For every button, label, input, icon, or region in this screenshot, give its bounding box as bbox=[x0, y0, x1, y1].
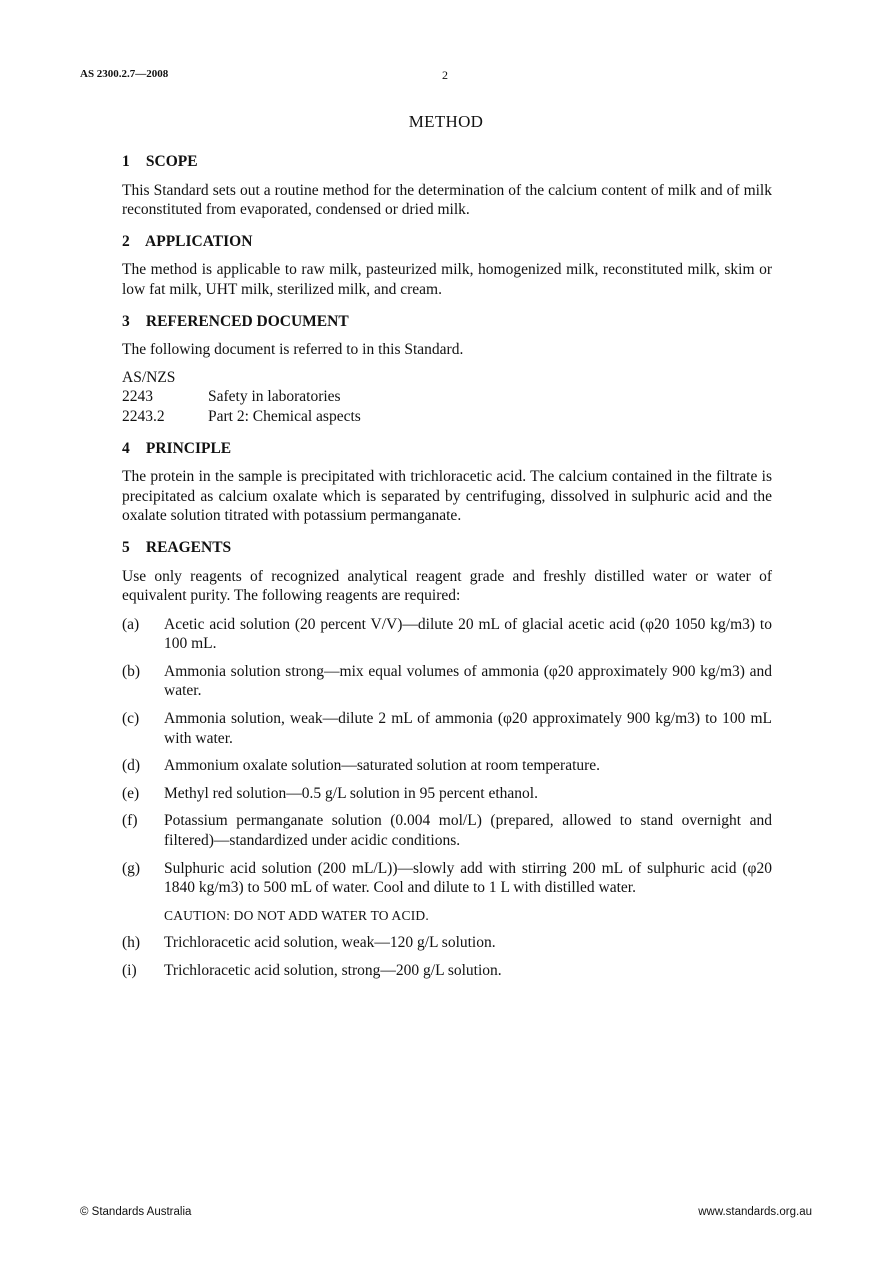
reagent-letter: (g) bbox=[122, 859, 141, 877]
reagent-item bbox=[122, 933, 772, 953]
section-title: APPLICATION bbox=[145, 232, 253, 250]
section-title: PRINCIPLE bbox=[145, 439, 232, 457]
reagent-letter: (b) bbox=[122, 662, 141, 680]
reagent-text: Methyl red solution—0.5 g/L solution in 95 percent ethanol. bbox=[164, 784, 538, 802]
document-id: AS 2300.2.7—2008 bbox=[80, 68, 169, 80]
section-heading bbox=[122, 232, 772, 252]
page-header bbox=[80, 68, 812, 84]
section-number: 5 bbox=[122, 538, 130, 556]
section-text: The following document is referred to in this Standard. bbox=[122, 341, 464, 359]
reagent-item bbox=[122, 709, 772, 748]
section-reagents bbox=[122, 538, 772, 981]
section-text: The method is applicable to raw milk, pasteurized milk, homogenized milk, reconstituted milk, skim or low fat milk, UHT milk, sterilized milk, and cream. bbox=[122, 261, 772, 298]
page-number: 2 bbox=[442, 68, 448, 82]
reagent-letter: (f) bbox=[122, 812, 138, 830]
reagent-item bbox=[122, 662, 772, 701]
reagent-item bbox=[122, 756, 772, 776]
reference-item bbox=[122, 407, 772, 427]
reagent-text: Ammonium oxalate solution—saturated solution at room temperature. bbox=[164, 757, 601, 775]
section-number: 4 bbox=[122, 439, 130, 457]
reagent-text: Potassium permanganate solution (0.004 mol/L) (prepared, allowed to stand overnight and filtered)—standardized under acidic conditions. bbox=[164, 812, 772, 850]
reference-series: AS/NZS bbox=[122, 368, 176, 386]
page-title: METHOD bbox=[408, 112, 484, 131]
website-link[interactable]: www.standards.org.au bbox=[698, 1206, 812, 1218]
reference-title: Safety in laboratories bbox=[208, 388, 341, 406]
section-scope bbox=[122, 152, 772, 220]
section-title: REAGENTS bbox=[145, 538, 232, 556]
reference-item bbox=[122, 387, 772, 407]
reagent-item bbox=[122, 961, 772, 981]
reagent-list bbox=[122, 615, 772, 981]
reagent-item bbox=[122, 859, 772, 898]
reagent-letter: (d) bbox=[122, 757, 141, 775]
reagent-letter: (h) bbox=[122, 934, 141, 952]
reagent-item bbox=[122, 615, 772, 654]
reagent-text: Trichloracetic acid solution, strong—200 g/L solution. bbox=[164, 962, 502, 979]
section-heading bbox=[122, 538, 772, 558]
reference-list bbox=[122, 368, 772, 427]
reference-number: 2243 bbox=[122, 388, 153, 406]
reagent-text: Acetic acid solution (20 percent V/V)—dilute 20 mL of glacial acetic acid (φ20 1050 kg/m3) to 100 mL. bbox=[164, 615, 772, 653]
section-application bbox=[122, 232, 772, 300]
section-heading bbox=[122, 152, 772, 172]
section-number: 3 bbox=[122, 312, 130, 330]
reagent-text: Ammonia solution, weak—dilute 2 mL of ammonia (φ20 approximately 900 kg/m3) to 100 mL with water. bbox=[164, 710, 772, 747]
reagent-letter: (i) bbox=[122, 962, 137, 979]
section-text: Use only reagents of recognized analytical reagent grade and freshly distilled water or water of equivalent purity. The following reagents are required: bbox=[122, 567, 772, 605]
copyright-notice: © Standards Australia bbox=[80, 1206, 192, 1218]
reagent-item bbox=[122, 784, 772, 804]
section-referenced-document bbox=[122, 312, 772, 427]
section-number: 1 bbox=[122, 153, 130, 170]
reagent-text: Sulphuric acid solution (200 mL/L))—slowly add with stirring 200 mL of sulphuric acid (φ20 1840 kg/m3) to 500 mL of water. Cool and dilute to 1 L with distilled water. bbox=[164, 859, 772, 897]
reference-title: Part 2: Chemical aspects bbox=[208, 407, 361, 425]
section-text: The protein in the sample is precipitated with trichloracetic acid. The calcium contained in the filtrate is precipitated as calcium oxalate which is separated by centrifuging, dissolved in sulphuric acid and the oxalate solution titrated with potassium permanganate. bbox=[122, 468, 772, 525]
reagent-letter: (a) bbox=[122, 615, 140, 633]
caution-note: CAUTION: DO NOT ADD WATER TO ACID. bbox=[164, 907, 429, 923]
section-text: This Standard sets out a routine method for the determination of the calcium content of milk and of milk reconstituted from evaporated, condensed or dried milk. bbox=[122, 181, 772, 219]
reagent-item bbox=[122, 811, 772, 850]
reference-number: 2243.2 bbox=[122, 407, 165, 425]
section-principle bbox=[122, 439, 772, 526]
reagent-letter: (c) bbox=[122, 710, 140, 728]
section-title: REFERENCED DOCUMENT bbox=[145, 312, 349, 330]
section-heading bbox=[122, 439, 772, 459]
document-body bbox=[122, 152, 772, 993]
reagent-letter: (e) bbox=[122, 784, 140, 802]
reagent-text: Ammonia solution strong—mix equal volumes of ammonia (φ20 approximately 900 kg/m3) and water. bbox=[164, 662, 772, 700]
reagent-text: Trichloracetic acid solution, weak—120 g/L solution. bbox=[164, 934, 496, 952]
section-title: SCOPE bbox=[145, 153, 198, 170]
section-number: 2 bbox=[122, 232, 130, 250]
section-heading bbox=[122, 312, 772, 332]
